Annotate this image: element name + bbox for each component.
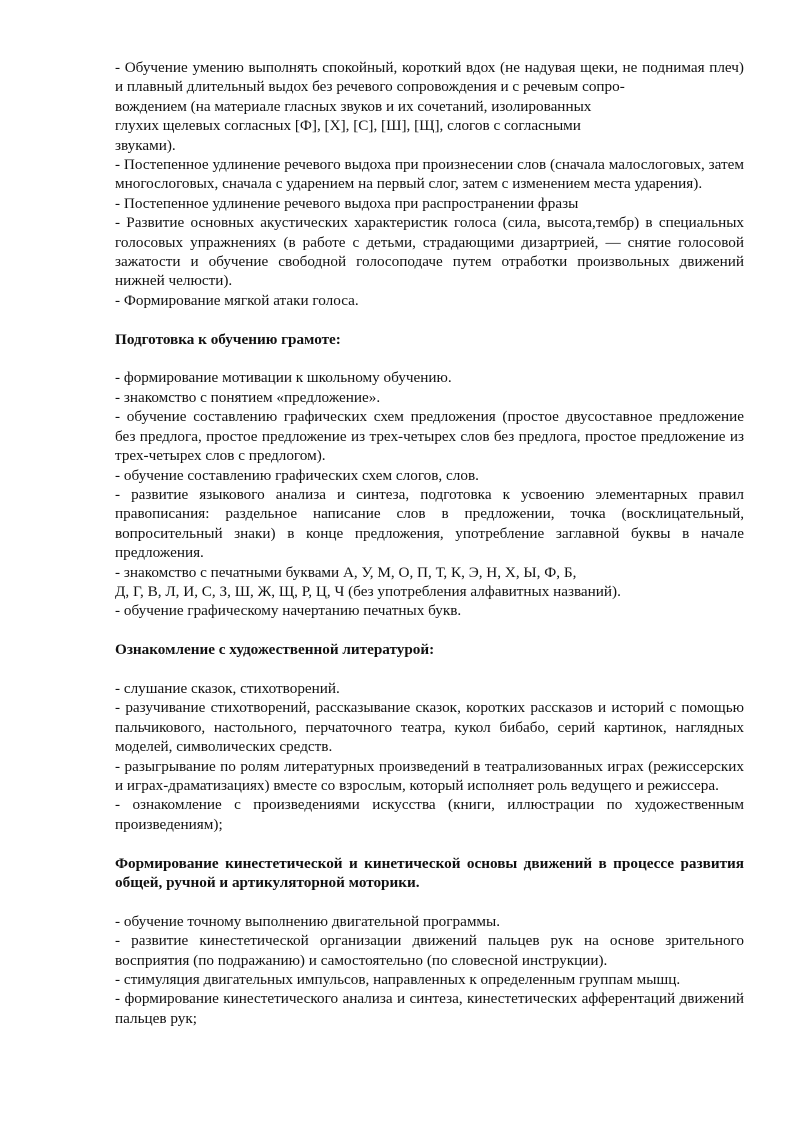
list-item: - обучение точному выполнению двигательной программы. (115, 912, 501, 930)
section-heading: Подготовка к обучению грамоте: (115, 330, 341, 348)
section-motor-skills (115, 854, 744, 1029)
list-item: - знакомство с понятием «предложение». (115, 388, 381, 406)
paragraph: глухих щелевых согласных [Ф], [Х], [С], [Ш], [Щ], слогов с согласными (115, 117, 581, 135)
section-breathing (115, 58, 744, 310)
list-item: - обучение графическому начертанию печатных букв. (115, 602, 462, 620)
paragraph: - Формирование мягкой атаки голоса. (115, 291, 359, 309)
paragraph: - Обучение умению выполнять спокойный, короткий вдох (не надувая щеки, не поднимая плеч) и плавный длительный выдох без речевого сопровождения и с речевым сопро- (115, 59, 744, 96)
list-item: - слушание сказок, стихотворений. (115, 679, 340, 697)
list-item: - ознакомление с произведениями искусства (книги, иллюстрации по художественным произведениям); (115, 796, 744, 833)
section-literature (115, 640, 744, 834)
list-item: - развитие языкового анализа и синтеза, подготовка к усвоению элементарных правил правописания: раздельное написание слов в предложении, точка (восклицательный, вопросительный знаки) в конце предложения, употребление заглавной буквы в начале предложения. (115, 485, 744, 562)
list-item: - развитие кинестетической организации движений пальцев рук на основе зрительного восприятия (по подражанию) и самостоятельно (по словесной инструкции). (115, 932, 744, 969)
section-heading: Формирование кинестетической и кинетической основы движений в процессе развития общей, ручной и артикуляторной моторики. (115, 854, 744, 891)
section-heading: Ознакомление с художественной литературой: (115, 641, 435, 659)
list-item: - разучивание стихотворений, рассказывание сказок, коротких рассказов и историй с помощью пальчикового, настольного, перчаточного театра, кукол бибабо, серий картинок, наглядных моделей, символических средств. (115, 699, 744, 756)
list-item: Д, Г, В, Л, И, С, З, Ш, Ж, Щ, Р, Ц, Ч (без употребления алфавитных названий). (115, 582, 621, 600)
paragraph: - Постепенное удлинение речевого выдоха при распространении фразы (115, 194, 579, 212)
paragraph: - Постепенное удлинение речевого выдоха при произнесении слов (сначала малослоговых, затем многослоговых, сначала с ударением на первый слог, затем с изменением места ударения). (115, 156, 744, 193)
list-item: - формирование кинестетического анализа и синтеза, кинестетических афферентаций движений пальцев рук; (115, 990, 744, 1027)
paragraph: звуками). (115, 136, 176, 154)
section-literacy (115, 330, 744, 621)
list-item: - обучение составлению графических схем предложения (простое двусоставное предложение без предлога, простое предложение из трех-четырех слов без предлога, простое предложение из трех-четырех слов с предлогом). (115, 408, 744, 465)
list-item: - формирование мотивации к школьному обучению. (115, 369, 452, 387)
paragraph: - Развитие основных акустических характеристик голоса (сила, высота,тембр) в специальных голосовых упражнениях (в работе с детьми, страдающими дизартрией, — снятие голосовой зажатости и обучение свободной голосоподаче путем отработки произвольных движений нижней челюсти). (115, 214, 744, 290)
list-item: - знакомство с печатными буквами А, У, М, О, П, Т, К, Э, Н, Х, Ы, Ф, Б, (115, 563, 577, 581)
paragraph: вождением (на материале гласных звуков и их сочетаний, изолированных (115, 97, 592, 115)
list-item: - обучение составлению графических схем слогов, слов. (115, 466, 479, 484)
list-item: - стимуляция двигательных импульсов, направленных к определенным группам мышц. (115, 971, 681, 988)
list-item: - разыгрывание по ролям литературных произведений в театрализованных играх (режиссерских и играх-драматизациях) вместе со взрослым, который исполняет роль ведущего и режиссера. (115, 757, 744, 794)
